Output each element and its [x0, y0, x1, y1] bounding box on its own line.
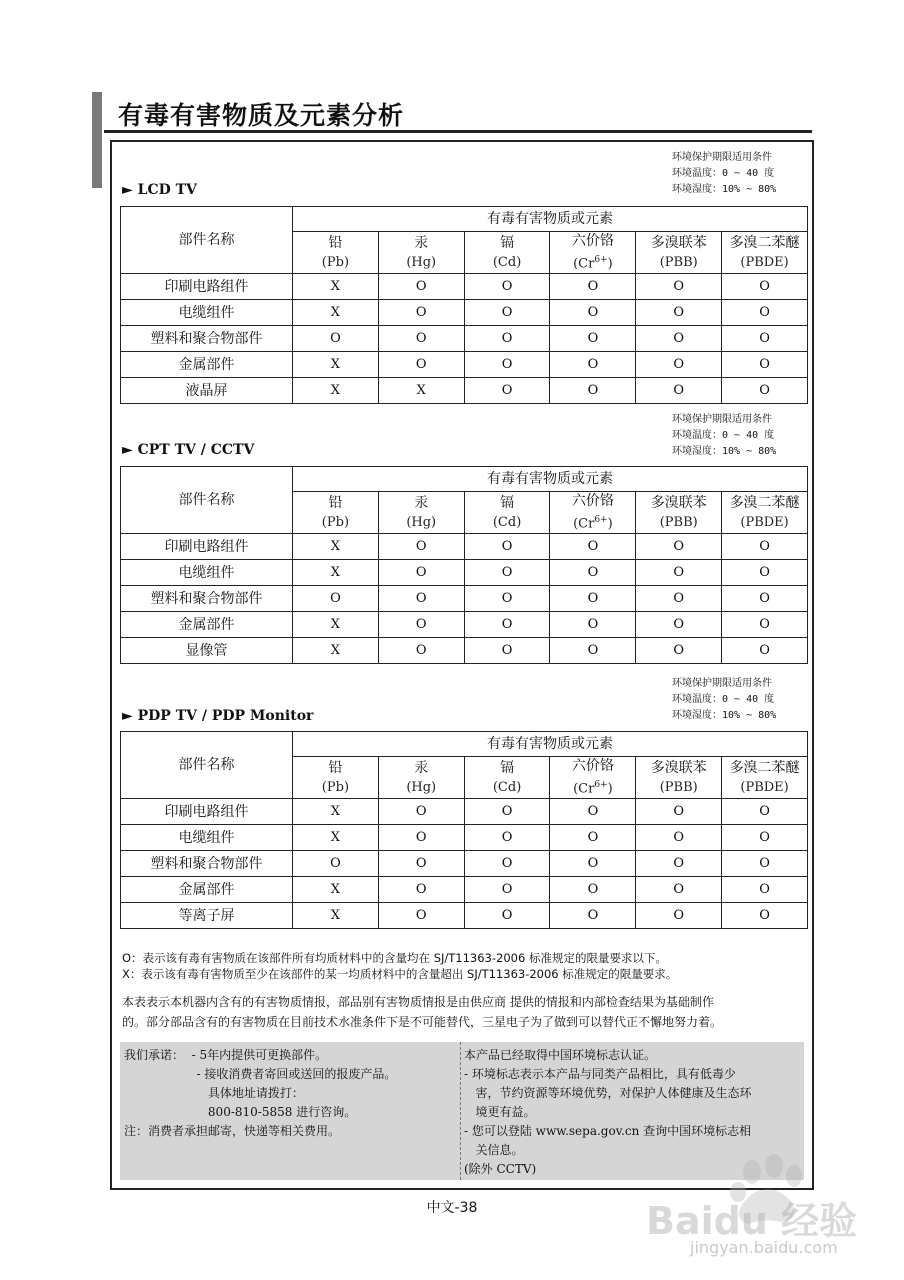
element-header — [636, 232, 722, 274]
substance-status-cell: O — [550, 877, 636, 903]
substance-status-cell: O — [378, 586, 464, 612]
substance-status-cell: O — [636, 300, 722, 326]
watermark-text: Baidu 经验 — [646, 1199, 858, 1243]
substance-status-cell: O — [722, 851, 808, 877]
promise-line: 我们承诺： - 5年内提供可更换部件。 — [124, 1048, 328, 1062]
element-symbol-base: (Cr — [573, 516, 595, 532]
substance-status-cell: O — [722, 586, 808, 612]
table-row — [121, 825, 808, 851]
section-title: ► LCD TV — [122, 182, 197, 198]
element-symbol: (PBB) — [659, 779, 698, 795]
element-symbol-end: ) — [607, 516, 613, 532]
element-header — [722, 757, 808, 799]
table-row — [121, 638, 808, 664]
element-name: 六价铬 — [571, 493, 614, 509]
sidebar-accent-bar — [92, 92, 102, 188]
table-row — [121, 378, 808, 404]
substance-status-cell: O — [636, 825, 722, 851]
part-name-header: 部件名称 — [121, 467, 293, 534]
substance-status-cell: O — [378, 274, 464, 300]
conditions-title: 环境保护期限适用条件 — [672, 678, 772, 689]
element-symbol: (Pb) — [321, 254, 350, 270]
substance-group-header: 有毒有害物质或元素 — [293, 207, 808, 232]
substance-status-cell: X — [293, 534, 379, 560]
substance-status-cell: X — [293, 638, 379, 664]
conditions-temperature: 环境温度：0 ~ 40 度 — [672, 168, 775, 179]
element-symbol: (Hg) — [406, 514, 437, 530]
substance-status-cell: X — [293, 903, 379, 929]
substance-status-cell: O — [464, 638, 550, 664]
table-header-row — [121, 732, 808, 757]
substance-status-cell: O — [722, 560, 808, 586]
substance-status-cell: X — [293, 612, 379, 638]
substance-status-cell: O — [378, 534, 464, 560]
element-header — [550, 757, 636, 799]
conditions-title: 环境保护期限适用条件 — [672, 414, 772, 425]
section-title: ► CPT TV / CCTV — [122, 442, 255, 458]
substance-status-cell: O — [636, 877, 722, 903]
table-header-row — [121, 207, 808, 232]
substance-status-cell: O — [378, 851, 464, 877]
element-symbol-sup: 6+ — [594, 515, 608, 525]
element-header — [378, 492, 464, 534]
substance-status-cell: X — [293, 378, 379, 404]
element-name: 多溴二苯醚 — [729, 759, 800, 776]
substance-status-cell: O — [464, 300, 550, 326]
table-row — [121, 877, 808, 903]
element-header — [722, 492, 808, 534]
promise-left-column — [124, 1046, 458, 1141]
substance-status-cell: O — [636, 352, 722, 378]
element-symbol-sup: 6+ — [594, 255, 608, 265]
element-symbol: (Pb) — [321, 514, 350, 530]
substance-status-cell: O — [464, 378, 550, 404]
element-name: 多溴联苯 — [650, 494, 707, 511]
page-number: 中文-38 — [426, 1200, 478, 1216]
conditions-temperature: 环境温度：0 ~ 40 度 — [672, 694, 775, 705]
element-name: 铅 — [328, 234, 343, 251]
substance-status-cell: O — [636, 903, 722, 929]
element-name: 汞 — [414, 759, 429, 776]
promise-line: 具体地址请拨打： — [124, 1086, 304, 1100]
element-header — [464, 757, 550, 799]
element-header — [293, 757, 379, 799]
element-header — [464, 232, 550, 274]
element-header — [636, 492, 722, 534]
element-symbol: (Cd) — [492, 254, 522, 270]
part-name-header: 部件名称 — [121, 732, 293, 799]
table-row — [121, 274, 808, 300]
substance-status-cell: O — [550, 638, 636, 664]
substance-status-cell: O — [378, 825, 464, 851]
element-symbol: (Cd) — [492, 514, 522, 530]
promise-line: 800-810-5858 进行咨询。 — [124, 1105, 357, 1119]
promise-line: 本产品已经取得中国环境标志认证。 — [464, 1048, 657, 1062]
substance-status-cell: X — [293, 300, 379, 326]
substance-status-cell: O — [378, 352, 464, 378]
substance-status-cell: O — [722, 825, 808, 851]
table-header-row — [121, 467, 808, 492]
substance-group-header: 有毒有害物质或元素 — [293, 732, 808, 757]
substance-status-cell: O — [378, 612, 464, 638]
promise-line: 注：消费者承担邮寄，快递等相关费用。 — [124, 1124, 341, 1138]
element-symbol: (Pb) — [321, 779, 350, 795]
part-name-cell: 电缆组件 — [121, 825, 293, 851]
substance-status-cell: O — [636, 326, 722, 352]
element-symbol: (PBDE) — [740, 779, 789, 795]
substance-status-cell: O — [550, 586, 636, 612]
element-symbol — [550, 511, 635, 533]
conditions-humidity: 环境湿度：10% ~ 80% — [672, 184, 777, 195]
substance-status-cell: O — [550, 378, 636, 404]
substance-status-cell: X — [293, 274, 379, 300]
substance-status-cell: O — [722, 877, 808, 903]
hazard-table — [120, 731, 808, 929]
element-name: 多溴二苯醚 — [729, 494, 800, 511]
substance-status-cell: O — [464, 326, 550, 352]
part-name-cell: 液晶屏 — [121, 378, 293, 404]
title-rule — [104, 130, 812, 133]
substance-status-cell: O — [636, 378, 722, 404]
element-name: 多溴二苯醚 — [729, 234, 800, 251]
table-row — [121, 326, 808, 352]
description — [122, 992, 812, 1032]
substance-status-cell: O — [378, 877, 464, 903]
part-name-cell: 电缆组件 — [121, 560, 293, 586]
substance-status-cell: O — [378, 799, 464, 825]
substance-status-cell: O — [636, 586, 722, 612]
conditions-title: 环境保护期限适用条件 — [672, 152, 772, 163]
element-symbol-sup: 6+ — [594, 780, 608, 790]
table-row — [121, 352, 808, 378]
substance-status-cell: O — [550, 274, 636, 300]
table-row — [121, 560, 808, 586]
substance-status-cell: O — [464, 274, 550, 300]
substance-status-cell: O — [293, 586, 379, 612]
part-name-cell: 等离子屏 — [121, 903, 293, 929]
part-name-cell: 电缆组件 — [121, 300, 293, 326]
element-name: 铅 — [328, 759, 343, 776]
element-name: 多溴联苯 — [650, 759, 707, 776]
element-header — [378, 757, 464, 799]
promise-line: 境更有益。 — [464, 1105, 536, 1119]
environment-conditions — [672, 412, 776, 460]
description-line: 本表表示本机器内含有的有害物质情报，部品别有害物质情报是由供应商 提供的情报和内部检查结果为基础制作 — [122, 995, 714, 1009]
promise-line: 关信息。 — [464, 1143, 524, 1157]
substance-status-cell: O — [378, 300, 464, 326]
element-name: 铅 — [328, 494, 343, 511]
substance-status-cell: O — [550, 612, 636, 638]
element-symbol — [550, 251, 635, 273]
substance-status-cell: O — [378, 560, 464, 586]
element-symbol-base: (Cr — [573, 781, 595, 797]
element-header — [550, 232, 636, 274]
substance-group-header: 有毒有害物质或元素 — [293, 467, 808, 492]
substance-status-cell: O — [722, 799, 808, 825]
substance-status-cell: O — [636, 534, 722, 560]
legend-notes — [122, 950, 812, 982]
hazard-table — [120, 206, 808, 404]
substance-status-cell: O — [378, 638, 464, 664]
element-symbol: (Hg) — [406, 254, 437, 270]
substance-status-cell: O — [550, 300, 636, 326]
substance-status-cell: O — [636, 612, 722, 638]
promise-line: 害，节约资源等环境优势，对保护人体健康及生态环 — [464, 1086, 752, 1100]
substance-status-cell: X — [293, 352, 379, 378]
substance-status-cell: O — [464, 825, 550, 851]
element-header — [722, 232, 808, 274]
part-name-header: 部件名称 — [121, 207, 293, 274]
x-note: X：表示该有毒有害物质至少在该部件的某一均质材料中的含量超出 SJ/T11363-2006 标准规定的限量要求。 — [122, 967, 678, 981]
substance-status-cell: O — [722, 300, 808, 326]
substance-status-cell: O — [464, 560, 550, 586]
element-symbol: (Hg) — [406, 779, 437, 795]
substance-status-cell: X — [293, 560, 379, 586]
substance-status-cell: O — [378, 903, 464, 929]
element-symbol-base: (Cr — [573, 256, 595, 272]
environment-conditions — [672, 676, 776, 724]
part-name-cell: 塑料和聚合物部件 — [121, 851, 293, 877]
substance-status-cell: O — [722, 378, 808, 404]
part-name-cell: 金属部件 — [121, 877, 293, 903]
element-name: 汞 — [414, 494, 429, 511]
element-name: 六价铬 — [571, 233, 614, 249]
part-name-cell: 塑料和聚合物部件 — [121, 586, 293, 612]
substance-status-cell: O — [378, 326, 464, 352]
part-name-cell: 塑料和聚合物部件 — [121, 326, 293, 352]
part-name-cell: 显像管 — [121, 638, 293, 664]
substance-status-cell: O — [464, 534, 550, 560]
promise-line: - 您可以登陆 www.sepa.gov.cn 查询中国环境标志相 — [464, 1124, 752, 1138]
substance-status-cell: O — [636, 851, 722, 877]
element-name: 镉 — [500, 234, 515, 251]
substance-status-cell: O — [550, 534, 636, 560]
element-header — [550, 492, 636, 534]
element-symbol: (PBDE) — [740, 254, 789, 270]
substance-status-cell: O — [550, 560, 636, 586]
section-title: ► PDP TV / PDP Monitor — [122, 708, 314, 724]
element-symbol-end: ) — [607, 781, 613, 797]
element-name: 汞 — [414, 234, 429, 251]
substance-status-cell: O — [293, 851, 379, 877]
part-name-cell: 印刷电路组件 — [121, 274, 293, 300]
substance-status-cell: O — [636, 638, 722, 664]
description-line: 的。部分部品含有的有害物质在目前技术水准条件下是不可能替代，三星电子为了做到可以替代正不懈地努力着。 — [122, 1015, 723, 1029]
hazard-table — [120, 466, 808, 664]
substance-status-cell: O — [722, 903, 808, 929]
substance-status-cell: O — [722, 612, 808, 638]
substance-status-cell: O — [464, 903, 550, 929]
substance-status-cell: O — [293, 326, 379, 352]
element-symbol: (Cd) — [492, 779, 522, 795]
substance-status-cell: O — [464, 877, 550, 903]
page-title: 有毒有害物质及元素分析 — [118, 101, 405, 130]
element-header — [378, 232, 464, 274]
element-header — [636, 757, 722, 799]
promise-line: - 环境标志表示本产品与同类产品相比，具有低毒少 — [464, 1067, 736, 1081]
table-row — [121, 851, 808, 877]
substance-status-cell: O — [722, 534, 808, 560]
environment-conditions — [672, 150, 776, 198]
substance-status-cell: O — [550, 903, 636, 929]
element-symbol: (PBB) — [659, 254, 698, 270]
part-name-cell: 印刷电路组件 — [121, 799, 293, 825]
substance-status-cell: X — [378, 378, 464, 404]
part-name-cell: 金属部件 — [121, 352, 293, 378]
promise-line: - 接收消费者寄回或送回的报废产品。 — [124, 1067, 397, 1081]
promise-divider — [460, 1042, 461, 1180]
table-row — [121, 903, 808, 929]
table-row — [121, 799, 808, 825]
substance-status-cell: O — [464, 586, 550, 612]
substance-status-cell: O — [464, 352, 550, 378]
substance-status-cell: O — [550, 851, 636, 877]
element-symbol-end: ) — [607, 256, 613, 272]
part-name-cell: 金属部件 — [121, 612, 293, 638]
substance-status-cell: O — [464, 799, 550, 825]
substance-status-cell: O — [550, 326, 636, 352]
conditions-humidity: 环境湿度：10% ~ 80% — [672, 446, 777, 457]
element-name: 多溴联苯 — [650, 234, 707, 251]
substance-status-cell: O — [550, 352, 636, 378]
element-header — [464, 492, 550, 534]
substance-status-cell: X — [293, 825, 379, 851]
substance-status-cell: O — [722, 352, 808, 378]
part-name-cell: 印刷电路组件 — [121, 534, 293, 560]
element-header — [293, 232, 379, 274]
substance-status-cell: O — [550, 799, 636, 825]
substance-status-cell: X — [293, 799, 379, 825]
substance-status-cell: O — [550, 825, 636, 851]
element-name: 镉 — [500, 759, 515, 776]
element-symbol — [550, 776, 635, 798]
table-row — [121, 612, 808, 638]
substance-status-cell: O — [722, 274, 808, 300]
o-note: O：表示该有毒有害物质在该部件所有均质材料中的含量均在 SJ/T11363-2006 标准规定的限量要求以下。 — [122, 951, 667, 965]
conditions-humidity: 环境湿度：10% ~ 80% — [672, 710, 777, 721]
substance-status-cell: O — [722, 326, 808, 352]
promise-line: (除外 CCTV) — [464, 1162, 537, 1176]
conditions-temperature: 环境温度：0 ~ 40 度 — [672, 430, 775, 441]
substance-status-cell: X — [293, 877, 379, 903]
substance-status-cell: O — [464, 851, 550, 877]
element-header — [293, 492, 379, 534]
substance-status-cell: O — [464, 612, 550, 638]
element-name: 六价铬 — [571, 758, 614, 774]
substance-status-cell: O — [636, 799, 722, 825]
element-symbol: (PBDE) — [740, 514, 789, 530]
substance-status-cell: O — [636, 274, 722, 300]
element-name: 镉 — [500, 494, 515, 511]
watermark-url: jingyan.baidu.com — [690, 1238, 838, 1257]
substance-status-cell: O — [722, 638, 808, 664]
element-symbol: (PBB) — [659, 514, 698, 530]
substance-status-cell: O — [636, 560, 722, 586]
table-row — [121, 586, 808, 612]
table-row — [121, 534, 808, 560]
table-row — [121, 300, 808, 326]
